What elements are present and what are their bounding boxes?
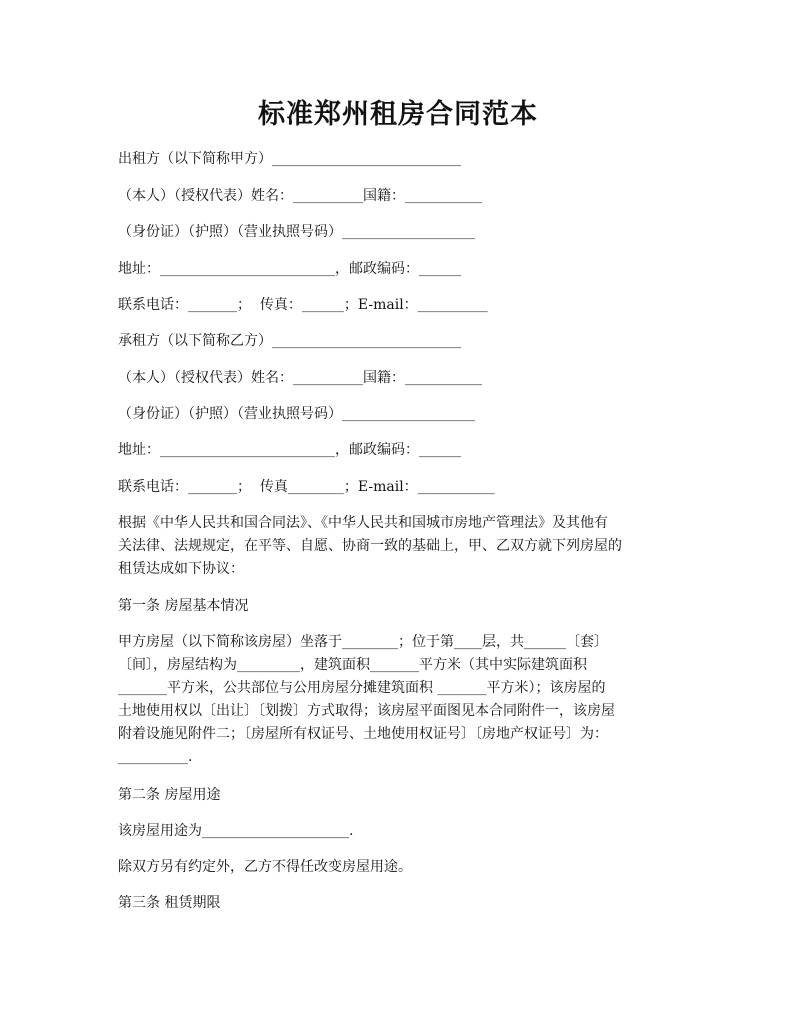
lessor-contact-line: 联系电话：_______； 传真：______；E-mail：__________: [118, 297, 488, 313]
preamble-paragraph: [118, 512, 684, 581]
lessor-heading: 出租方（以下简称甲方）___________________________: [118, 151, 461, 167]
article-1-line: 〔间〕，房屋结构为_________，建筑面积_______平方米（其中实际建筑面积: [118, 657, 587, 673]
article-1-line: 附着设施见附件二；〔房屋所有权证号、土地使用权证号〕〔房地产权证号〕为：: [118, 726, 608, 742]
lessor-address-line: 地址：_________________________，邮政编码：______: [118, 261, 461, 277]
article-1-line: __________.: [118, 749, 193, 765]
article-3-heading: 第三条 租赁期限: [118, 895, 221, 911]
preamble-line: 关法律、法规规定，在平等、自愿、协商一致的基础上，甲、乙双方就下列房屋的: [118, 538, 622, 554]
lessee-name-line: （本人）（授权代表）姓名：__________国籍：___________: [118, 370, 482, 386]
preamble-line: 根据《中华人民共和国合同法》、《中华人民共和国城市房地产管理法》及其他有: [118, 515, 608, 531]
lessor-name-line: （本人）（授权代表）姓名：__________国籍：___________: [118, 188, 482, 204]
article-1-line: 土地使用权以〔出让〕〔划拨〕方式取得；该房屋平面图见本合同附件一，该房屋: [118, 703, 615, 719]
lessee-address-line: 地址：_________________________，邮政编码：______: [118, 442, 461, 458]
preamble-line: 租赁达成如下协议：: [118, 561, 244, 577]
lessor-id-line: （身份证）（护照）（营业执照号码）___________________: [118, 224, 475, 240]
document-title: 标准郑州租房合同范本: [258, 99, 538, 130]
lessee-heading: 承租方（以下简称乙方）___________________________: [118, 333, 461, 349]
article-1-line: _______平方米，公共部位与公用房屋分摊建筑面积 _______平方米）；该房屋的: [118, 680, 606, 696]
article-1-line: 甲方房屋（以下简称该房屋）坐落于________；位于第____层，共______〔套〕: [118, 634, 608, 650]
article-2-use-line: 该房屋用途为_____________________.: [118, 823, 354, 839]
article-1-paragraph: [118, 631, 684, 769]
article-1-heading: 第一条 房屋基本情况: [118, 598, 249, 614]
lessee-id-line: （身份证）（护照）（营业执照号码）___________________: [118, 406, 475, 422]
article-2-heading: 第二条 房屋用途: [118, 787, 221, 803]
lessee-contact-line: 联系电话：_______； 传真________；E-mail：___________: [118, 479, 495, 495]
article-2-restriction: 除双方另有约定外，乙方不得任改变房屋用途。: [118, 859, 412, 875]
